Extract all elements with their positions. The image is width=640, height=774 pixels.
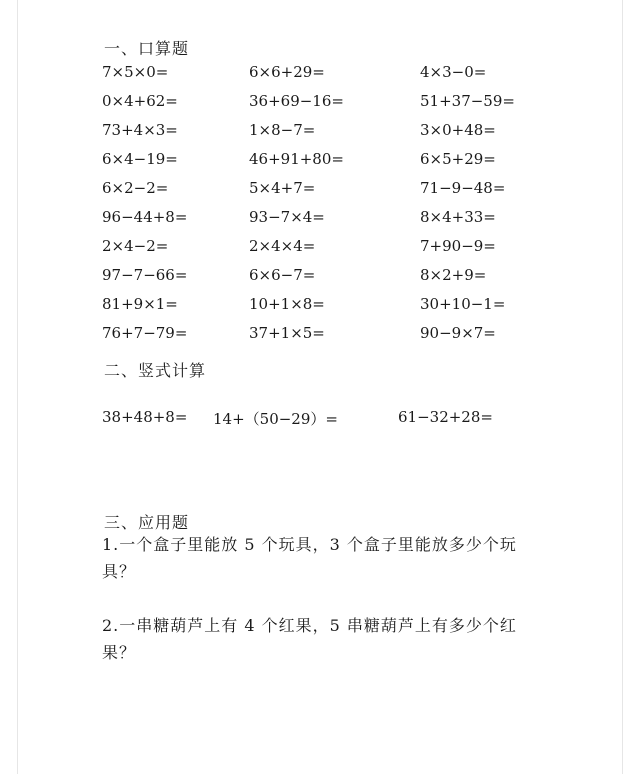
- problem-cell: 51+37−59=: [420, 92, 515, 110]
- problem-cell: 76+7−79=: [102, 324, 188, 342]
- problem-cell: 96−44+8=: [102, 208, 188, 226]
- table-row: [0, 237, 640, 266]
- table-row: [0, 92, 640, 121]
- table-row: [0, 179, 640, 208]
- problem-cell: 2×4−2=: [102, 237, 169, 255]
- table-row: [0, 63, 640, 92]
- problem-cell: 71−9−48=: [420, 179, 506, 197]
- problem-cell: 6×6+29=: [249, 63, 325, 81]
- problem-cell: 36+69−16=: [249, 92, 344, 110]
- problem-cell: 10+1×8=: [249, 295, 325, 313]
- problem-cell: 73+4×3=: [102, 121, 178, 139]
- section-vertical-title: 二、竖式计算: [104, 361, 207, 380]
- problem-cell: 7×5×0=: [102, 63, 169, 81]
- table-row: [0, 295, 640, 324]
- section-oral-title: 一、口算题: [104, 39, 190, 58]
- problem-cell: 97−7−66=: [102, 266, 188, 284]
- table-row: [0, 208, 640, 237]
- problem-cell: 6×2−2=: [102, 179, 169, 197]
- problem-cell: 93−7×4=: [249, 208, 325, 226]
- problem-cell: 30+10−1=: [420, 295, 506, 313]
- vertical-problem: 38+48+8=: [102, 408, 188, 426]
- problem-cell: 7+90−9=: [420, 237, 496, 255]
- problem-cell: 5×4+7=: [249, 179, 316, 197]
- problem-cell: 37+1×5=: [249, 324, 325, 342]
- problem-cell: 81+9×1=: [102, 295, 178, 313]
- table-row: [0, 150, 640, 179]
- word-problem-2: 2.一串糖葫芦上有 4 个红果，5 串糖葫芦上有多少个红果？: [102, 616, 517, 662]
- problem-cell: 3×0+48=: [420, 121, 496, 139]
- problem-cell: 8×4+33=: [420, 208, 496, 226]
- table-row: [0, 121, 640, 150]
- problem-cell: 8×2+9=: [420, 266, 487, 284]
- problem-cell: 46+91+80=: [249, 150, 344, 168]
- problem-cell: 6×4−19=: [102, 150, 178, 168]
- problem-cell: 90−9×7=: [420, 324, 496, 342]
- problem-cell: 0×4+62=: [102, 92, 178, 110]
- problem-cell: 6×6−7=: [249, 266, 316, 284]
- problem-cell: 1×8−7=: [249, 121, 316, 139]
- problem-cell: 2×4×4=: [249, 237, 316, 255]
- table-row: [0, 266, 640, 295]
- vertical-problem: 14+（50−29）=: [213, 410, 338, 428]
- table-row: [0, 324, 640, 353]
- vertical-problem: 61−32+28=: [398, 408, 493, 426]
- section-word-title: 三、应用题: [104, 513, 190, 532]
- problem-cell: 4×3−0=: [420, 63, 487, 81]
- problem-cell: 6×5+29=: [420, 150, 496, 168]
- word-problem-1: 1.一个盒子里能放 5 个玩具，3 个盒子里能放多少个玩具？: [102, 535, 517, 581]
